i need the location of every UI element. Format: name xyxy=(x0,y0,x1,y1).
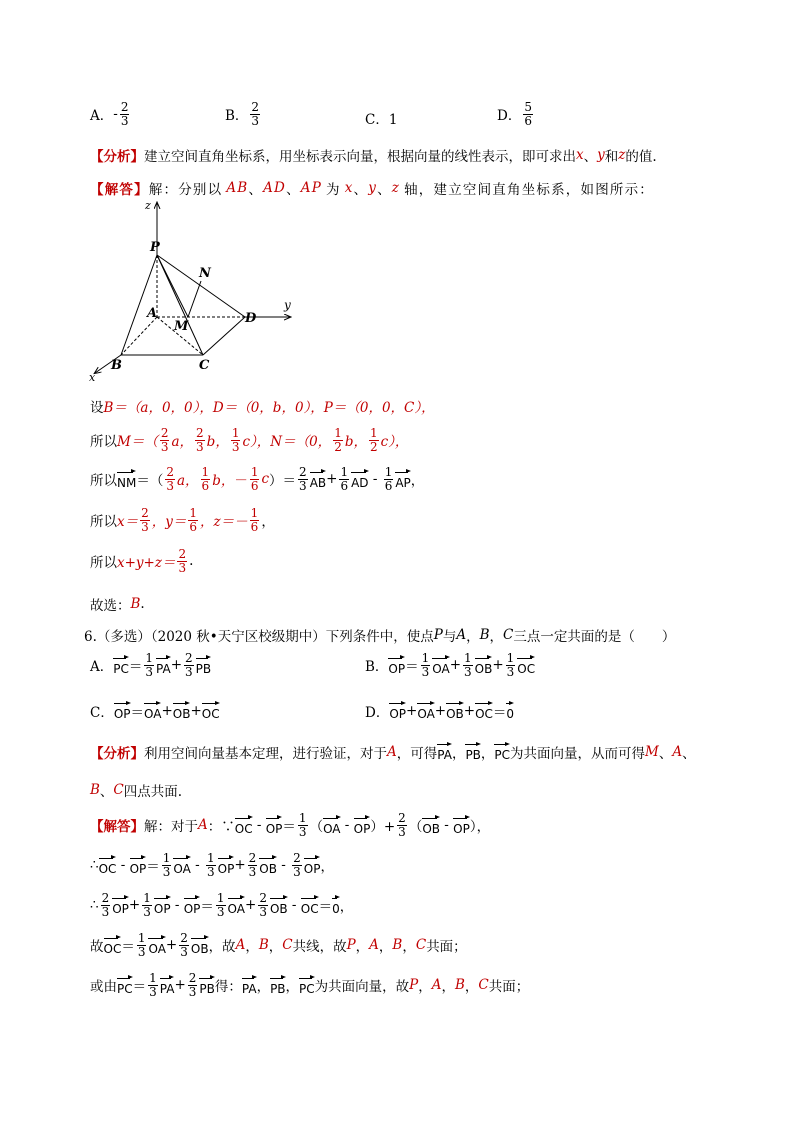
fraction: $\frac{2}{3}$ xyxy=(248,851,257,879)
vector: PA xyxy=(156,655,171,676)
vector: OA xyxy=(417,700,434,721)
vector: OB xyxy=(475,655,493,676)
fraction: $\frac{1}{3}$ xyxy=(231,426,240,454)
vector: 0 xyxy=(506,700,514,721)
q6-option-d: D． OP + OA + OB + OC ＝ 0 xyxy=(365,700,514,721)
fraction: $\frac{1}{3}$ xyxy=(298,811,307,839)
vector: AP xyxy=(395,469,410,490)
option-a: A． - $\frac{2}{3}$ xyxy=(90,100,129,128)
vector: OB xyxy=(259,855,277,876)
fraction: $\frac{2}{3}$ xyxy=(293,851,301,879)
label-z: z xyxy=(145,199,151,212)
vector: OP xyxy=(154,895,171,916)
coords-line-4: 所以 x＝ $\frac{2}{3}$ ，y＝ $\frac{1}{6}$ ，z＝－ $\frac{1}{6}$ ， xyxy=(90,506,275,534)
vector: OP xyxy=(389,700,406,721)
edge-pc xyxy=(157,255,203,355)
vector: AD xyxy=(351,469,368,490)
analysis-6-line-1: 【分析】 利用空间向量基本定理，进行验证，对于 A ，可得 PA ， PB ， PC 为共面向量，从而可得 M 、 A 、 xyxy=(90,741,696,762)
coords-line-2: 所以 M＝（ $\frac{2}{3}$ a， $\frac{2}{3}$ b， $\frac{1}{3}$ c）， N＝（0， $\frac{1}{2}$ b， $\frac{1}{2}$ c）， xyxy=(90,426,409,454)
vector: PB xyxy=(196,655,211,676)
fraction: $\frac{1}{2}$ xyxy=(334,426,342,454)
vector: PC xyxy=(299,975,315,996)
edge-pb xyxy=(121,255,157,355)
vector: OP xyxy=(114,700,131,721)
solution-6-line-4: 故 OC ＝ $\frac{1}{3}$ OA + $\frac{2}{3}$ OB ，故 A ， B ， C 共线，故 P ， A ， B ， C 共面； xyxy=(90,931,467,959)
fraction: $\frac{1}{3}$ xyxy=(143,891,151,919)
vector: OA xyxy=(144,700,161,721)
analysis-6-line-2: B 、 C 四点共面. xyxy=(90,782,183,800)
fraction: $\frac{1}{3}$ xyxy=(162,851,171,879)
vector: PB xyxy=(465,741,480,762)
vector: PC xyxy=(117,975,133,996)
vector: PC xyxy=(113,655,129,676)
vector: OB xyxy=(173,700,191,721)
fraction: $\frac{1}{2}$ xyxy=(369,426,378,454)
vector: OP xyxy=(453,815,470,836)
edge-cd xyxy=(203,317,245,355)
coords-line-1: 设 B＝（a，0，0），D＝（0，b，0），P＝（0，0，C）， xyxy=(90,400,435,416)
vector: OP xyxy=(112,895,129,916)
label-x: x xyxy=(89,371,96,384)
fraction: $\frac{2}{3}$ xyxy=(299,465,307,493)
label-b: B xyxy=(111,358,122,373)
fraction: $\frac{2}{3}$ xyxy=(180,931,188,959)
fraction: $\frac{1}{6}$ xyxy=(340,465,349,493)
analysis-5: 【分析】 建立空间直角坐标系，用坐标表示向量，根据向量的线性表示，即可求出 x 、 y 和 z 的值. xyxy=(90,147,657,165)
fraction: $\frac{1}{6}$ xyxy=(384,465,393,493)
vector: AB xyxy=(310,469,326,490)
coords-line-3: 所以 NM ＝（ $\frac{2}{3}$ a， $\frac{1}{6}$ b， － $\frac{1}{6}$ c ）＝ $\frac{2}{3}$ AB + $\frac{1}{6}$ AD - $\frac{1}{6}$ AP ， xyxy=(90,465,425,493)
fraction: $\frac{1}{6}$ xyxy=(189,506,198,534)
segment-pm xyxy=(157,255,188,317)
vector: OA xyxy=(228,895,245,916)
vector: OB xyxy=(270,895,288,916)
label-m: M xyxy=(174,319,189,334)
fraction: $\frac{1}{3}$ xyxy=(149,971,157,999)
fraction: $\frac{1}{3}$ xyxy=(145,651,154,679)
vector: OA xyxy=(148,935,165,956)
fraction: $\frac{5}{6}$ xyxy=(524,100,532,128)
vector: OC xyxy=(235,815,253,836)
fraction: $\frac{1}{3}$ xyxy=(421,651,430,679)
vector: PB xyxy=(199,975,214,996)
segment-mn xyxy=(188,281,201,317)
fraction: $\frac{1}{3}$ xyxy=(137,931,146,959)
q6-option-c: C． OP ＝ OA + OB + OC xyxy=(90,700,220,721)
fraction: $\frac{1}{3}$ xyxy=(207,851,215,879)
vector: OP xyxy=(388,655,405,676)
vector: OP xyxy=(354,815,371,836)
vector: OP xyxy=(218,855,235,876)
fraction: $\frac{2}{3}$ xyxy=(178,547,187,575)
option-b: B． $\frac{2}{3}$ xyxy=(225,100,260,128)
vector: NM xyxy=(117,469,136,490)
fraction: $\frac{1}{3}$ xyxy=(464,651,472,679)
vector: OB xyxy=(191,935,209,956)
vector: OP xyxy=(266,815,283,836)
vector: OC xyxy=(301,895,319,916)
pyramid-figure xyxy=(85,195,300,390)
vector: OC xyxy=(104,935,122,956)
vector: OC xyxy=(202,700,220,721)
question-6-stem: 6.（多选）（2020 秋•天宁区校级期中）下列条件中，使点 P 与 A ， B ， C 三点一定共面的是（ ） xyxy=(84,627,676,645)
fraction: $\frac{1}{3}$ xyxy=(216,891,225,919)
fraction: $\frac{2}{3}$ xyxy=(101,891,110,919)
vector: OA xyxy=(432,655,449,676)
fraction: $\frac{2}{3}$ xyxy=(196,426,204,454)
fraction: $\frac{2}{3}$ xyxy=(166,465,174,493)
label-c: C xyxy=(199,358,210,373)
fraction: $\frac{2}{3}$ xyxy=(259,891,267,919)
fraction: $\frac{2}{3}$ xyxy=(188,971,197,999)
solution-5-intro: 【解答】 解：分别以 AB 、 AD 、 AP 为 x 、 y 、 z 轴，建立空间直角坐标系，如图所示： xyxy=(90,180,655,198)
vector: OP xyxy=(184,895,201,916)
fraction: $\frac{2}{3}$ xyxy=(185,651,193,679)
q6-option-a: A． PC ＝ $\frac{1}{3}$ PA + $\frac{2}{3}$ PB xyxy=(90,651,212,679)
coords-line-5: 所以 x+y+z＝ $\frac{2}{3}$ . xyxy=(90,547,194,575)
label-p: P xyxy=(150,240,160,255)
vector: OB xyxy=(422,815,440,836)
vector: OC xyxy=(517,655,535,676)
fraction: $\frac{1}{3}$ xyxy=(506,651,515,679)
vector: OC xyxy=(475,700,493,721)
vector: OP xyxy=(304,855,321,876)
vector: PA xyxy=(437,741,452,762)
vector: PA xyxy=(242,975,257,996)
label-y: y xyxy=(284,298,291,312)
vector: 0 xyxy=(332,895,340,916)
answer-5: 故选： B . xyxy=(90,596,145,614)
vector: OB xyxy=(446,700,464,721)
vector: OC xyxy=(99,855,117,876)
vector: OP xyxy=(130,855,147,876)
option-c: C．1 xyxy=(365,112,398,128)
option-d: D． $\frac{5}{6}$ xyxy=(497,100,532,128)
vector: PA xyxy=(160,975,175,996)
fraction: $\frac{2}{3}$ xyxy=(398,811,406,839)
vector: PC xyxy=(494,741,510,762)
vector: OA xyxy=(323,815,340,836)
fraction: $\frac{2}{3}$ xyxy=(160,426,169,454)
fraction: $\frac{1}{6}$ xyxy=(250,506,259,534)
fraction: $\frac{1}{6}$ xyxy=(250,465,259,493)
fraction: $\frac{2}{3}$ xyxy=(141,506,149,534)
solution-6-line-1: 【解答】 解：对于 A ：∵ OC - OP ＝ $\frac{1}{3}$ （ OA - OP ）+ $\frac{2}{3}$ （ OB - OP ）， xyxy=(90,811,491,839)
solution-6-line-3: ∴ $\frac{2}{3}$ OP + $\frac{1}{3}$ OP - OP ＝ $\frac{1}{3}$ OA + $\frac{2}{3}$ OB - OC ＝ 0 ， xyxy=(90,891,354,919)
edge-pd xyxy=(157,255,245,317)
solution-6-line-2: ∴ OC - OP ＝ $\frac{1}{3}$ OA - $\frac{1}{3}$ OP + $\frac{2}{3}$ OB - $\frac{2}{3}$ OP ， xyxy=(90,851,334,879)
fraction: $\frac{1}{6}$ xyxy=(201,465,210,493)
label-n: N xyxy=(199,266,211,281)
vector: OA xyxy=(173,855,190,876)
label-d: D xyxy=(245,311,257,326)
solution-6-line-5: 或由 PC ＝ $\frac{1}{3}$ PA + $\frac{2}{3}$ PB 得： PA ， PB ， PC 为共面向量，故 P ， A ， B ， C 共面； xyxy=(90,971,530,999)
label-a: A xyxy=(147,306,158,321)
fraction: $\frac{2}{3}$ xyxy=(120,100,129,128)
vector: PB xyxy=(270,975,285,996)
q6-option-b: B． OP ＝ $\frac{1}{3}$ OA + $\frac{1}{3}$ OB + $\frac{1}{3}$ OC xyxy=(365,651,536,679)
edge-ab xyxy=(121,317,157,355)
fraction: $\frac{2}{3}$ xyxy=(251,100,260,128)
